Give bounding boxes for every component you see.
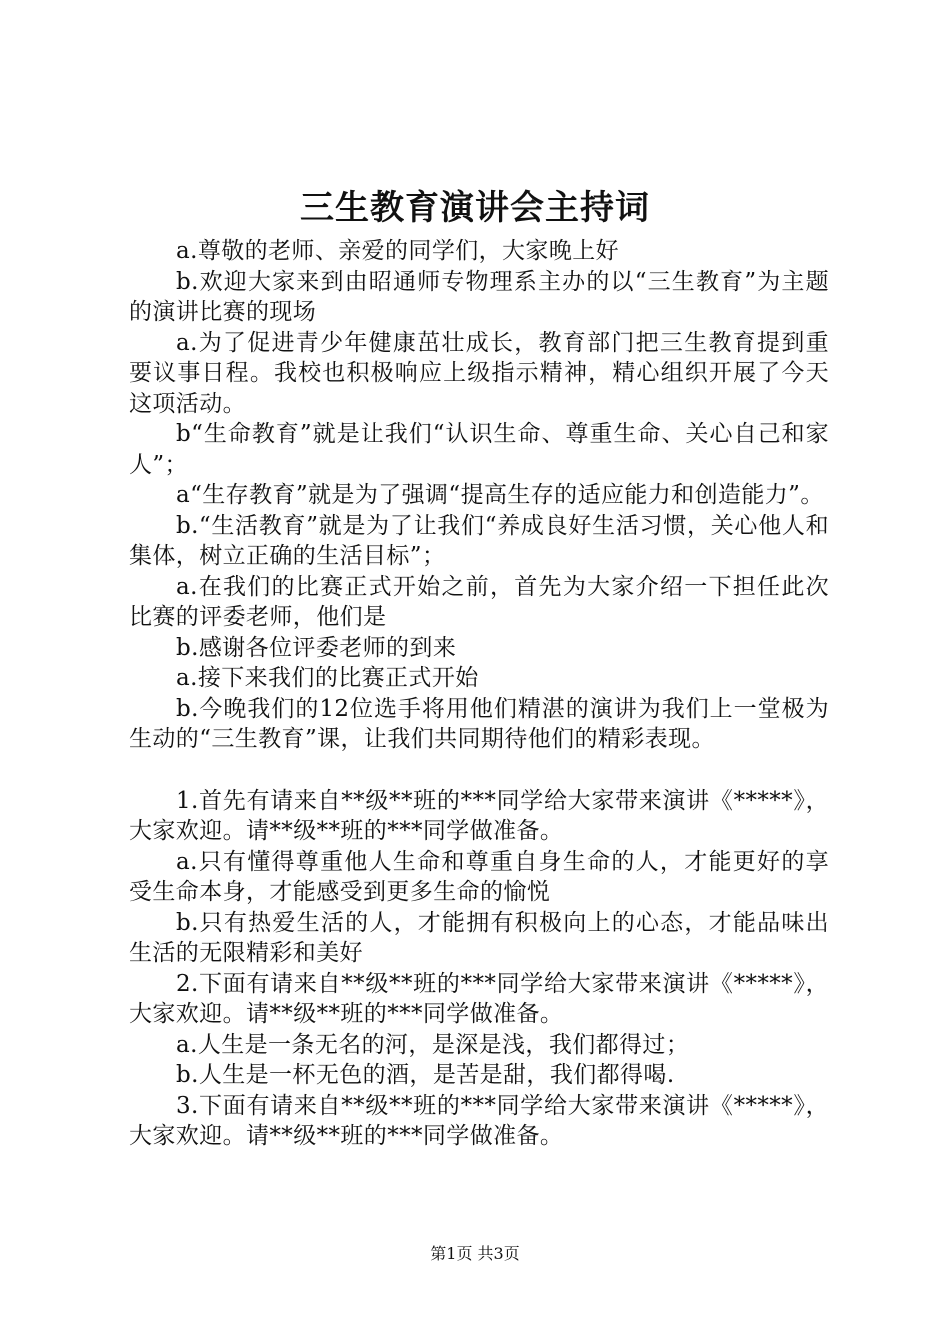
paragraph: 1.首先有请来自**级**班的***同学给大家带来演讲《*****》，大家欢迎。请**级**班的***同学做准备。: [129, 787, 829, 844]
paragraph: b.欢迎大家来到由昭通师专物理系主办的以“三生教育”为主题的演讲比赛的现场: [129, 268, 829, 325]
document-body: [129, 236, 829, 1152]
paragraph: 3.下面有请来自**级**班的***同学给大家带来演讲《*****》，大家欢迎。请**级**班的***同学做准备。: [129, 1092, 829, 1149]
paragraph: b.人生是一杯无色的酒，是苦是甜，我们都得喝.: [176, 1062, 675, 1088]
paragraph: b.感谢各位评委老师的到来: [176, 634, 457, 661]
paragraph: a.接下来我们的比赛正式开始: [176, 665, 479, 691]
document-title: 三生教育演讲会主持词: [300, 188, 650, 228]
paragraph: b.今晚我们的12位选手将用他们精湛的演讲为我们上一堂极为生动的“三生教育”课，让我们共同期待他们的精彩表现。: [129, 695, 829, 752]
page-number-footer: 第1页 共3页: [430, 1244, 520, 1263]
paragraph: a.在我们的比赛正式开始之前，首先为大家介绍一下担任此次比赛的评委老师，他们是: [129, 573, 829, 630]
paragraph: b“生命教育”就是让我们“认识生命、尊重生命、关心自己和家人”；: [129, 421, 829, 478]
paragraph: b.“生活教育”就是为了让我们“养成良好生活习惯，关心他人和集体，树立正确的生活目标”；: [129, 512, 829, 569]
paragraph: a.人生是一条无名的河，是深是浅，我们都得过；: [176, 1031, 690, 1058]
paragraph: 2.下面有请来自**级**班的***同学给大家带来演讲《*****》，大家欢迎。请**级**班的***同学做准备。: [129, 970, 829, 1027]
paragraph: a“生存教育”就是为了强调“提高生存的适应能力和创造能力”。: [176, 482, 824, 508]
paragraph: a.为了促进青少年健康茁壮成长，教育部门把三生教育提到重要议事日程。我校也积极响应上级指示精神，精心组织开展了今天这项活动。: [129, 329, 829, 417]
paragraph: a.只有懂得尊重他人生命和尊重自身生命的人，才能更好的享受生命本身，才能感受到更多生命的愉悦: [129, 848, 829, 905]
paragraph: b.只有热爱生活的人，才能拥有积极向上的心态，才能品味出生活的无限精彩和美好: [129, 909, 829, 966]
paragraph: a.尊敬的老师、亲爱的同学们，大家晚上好: [176, 238, 620, 264]
